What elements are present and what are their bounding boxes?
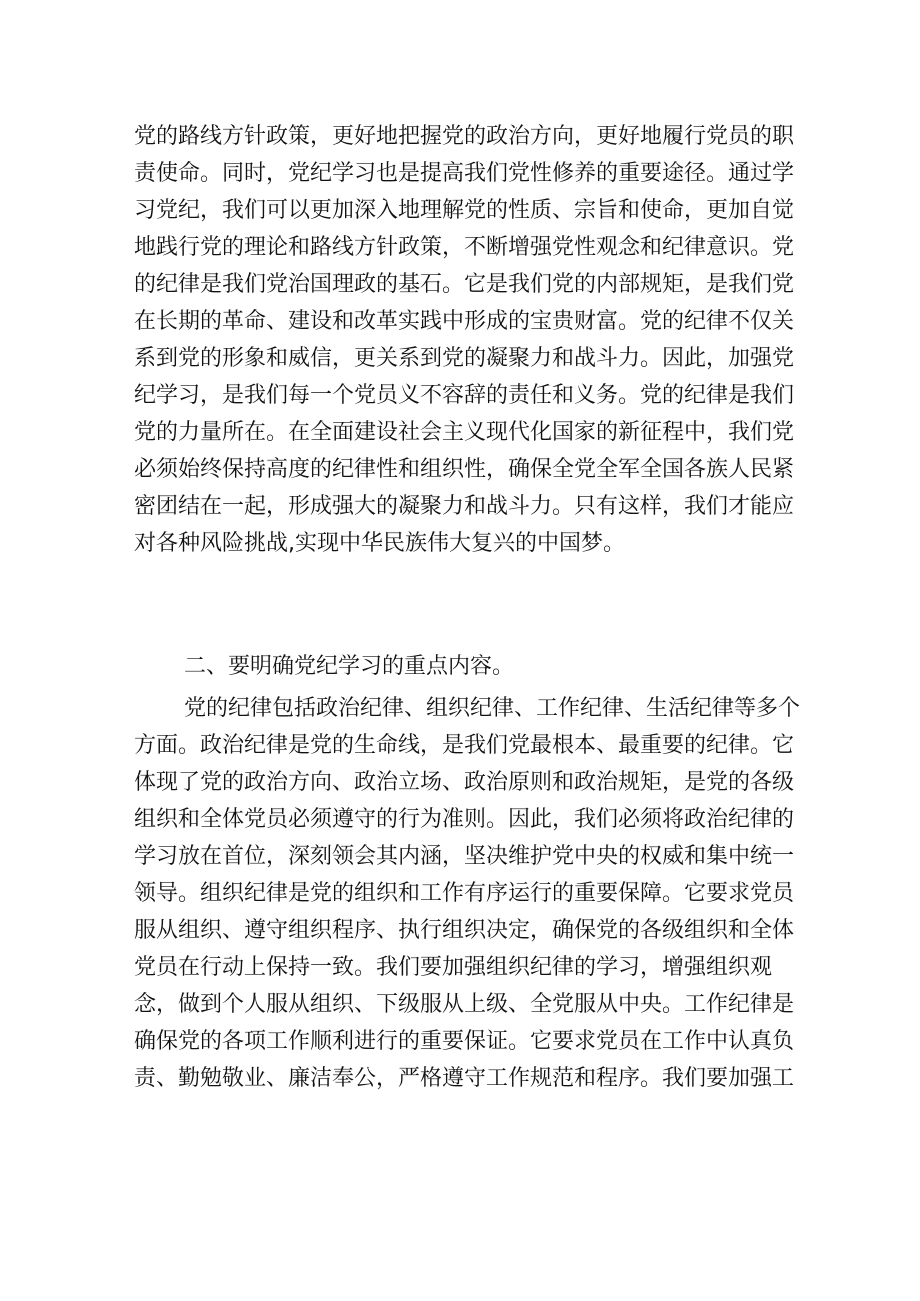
text-line: 党员在行动上保持一致。我们要加强组织纪律的学习，增强组织观 [134, 955, 773, 980]
text-line: 必须始终保持高度的纪律性和组织性，确保全党全军全国各族人民紧 [134, 457, 795, 482]
text-line: 习党纪，我们可以更加深入地理解党的性质、宗旨和使命，更加自觉 [134, 198, 795, 223]
text-line: 责使命。同时，党纪学习也是提高我们党性修养的重要途径。通过学 [134, 161, 795, 186]
text-line: 纪学习，是我们每一个党员义不容辞的责任和义务。党的纪律是我们 [134, 383, 795, 408]
text-line: 责、勤勉敬业、廉洁奉公，严格遵守工作规范和程序。我们要加强工 [134, 1066, 795, 1091]
section-heading-block [134, 648, 804, 685]
text-line: 对各种风险挑战,实现中华民族伟大复兴的中国梦。 [134, 531, 625, 556]
body-text-lower [134, 690, 804, 1097]
text-line: 领导。组织纪律是党的组织和工作有序运行的重要保障。它要求党员 [134, 881, 795, 906]
text-line: 服从组织、遵守组织程序、执行组织决定，确保党的各级组织和全体 [134, 918, 795, 943]
text-line: 确保党的各项工作顺利进行的重要保证。它要求党员在工作中认真负 [134, 1029, 795, 1054]
text-line: 体现了党的政治方向、政治立场、政治原则和政治规矩，是党的各级 [134, 770, 795, 795]
section-heading: 二、要明确党纪学习的重点内容。 [184, 654, 515, 679]
text-line: 组织和全体党员必须遵守的行为准则。因此，我们必须将政治纪律的 [134, 807, 795, 832]
body-text-upper [134, 118, 804, 562]
text-line: 党的力量所在。在全面建设社会主义现代化国家的新征程中，我们党 [134, 420, 795, 445]
text-line: 念，做到个人服从组织、下级服从上级、全党服从中央。工作纪律是 [134, 992, 795, 1017]
text-line: 地践行党的理论和路线方针政策，不断增强党性观念和纪律意识。党 [134, 235, 795, 260]
text-line: 系到党的形象和威信，更关系到党的凝聚力和战斗力。因此，加强党 [134, 346, 795, 371]
text-line: 方面。政治纪律是党的生命线，是我们党最根本、最重要的纪律。它 [134, 733, 795, 758]
text-line: 党的路线方针政策，更好地把握党的政治方向，更好地履行党员的职 [134, 124, 795, 149]
text-line: 的纪律是我们党治国理政的基石。它是我们党的内部规矩，是我们党 [134, 272, 795, 297]
paragraph-first-line: 党的纪律包括政治纪律、组织纪律、工作纪律、生活纪律等多个 [184, 696, 801, 721]
text-line: 学习放在首位，深刻领会其内涵，坚决维护党中央的权威和集中统一 [134, 844, 795, 869]
text-line: 密团结在一起，形成强大的凝聚力和战斗力。只有这样，我们才能应 [134, 494, 795, 519]
text-line: 在长期的革命、建设和改革实践中形成的宝贵财富。党的纪律不仅关 [134, 309, 795, 334]
